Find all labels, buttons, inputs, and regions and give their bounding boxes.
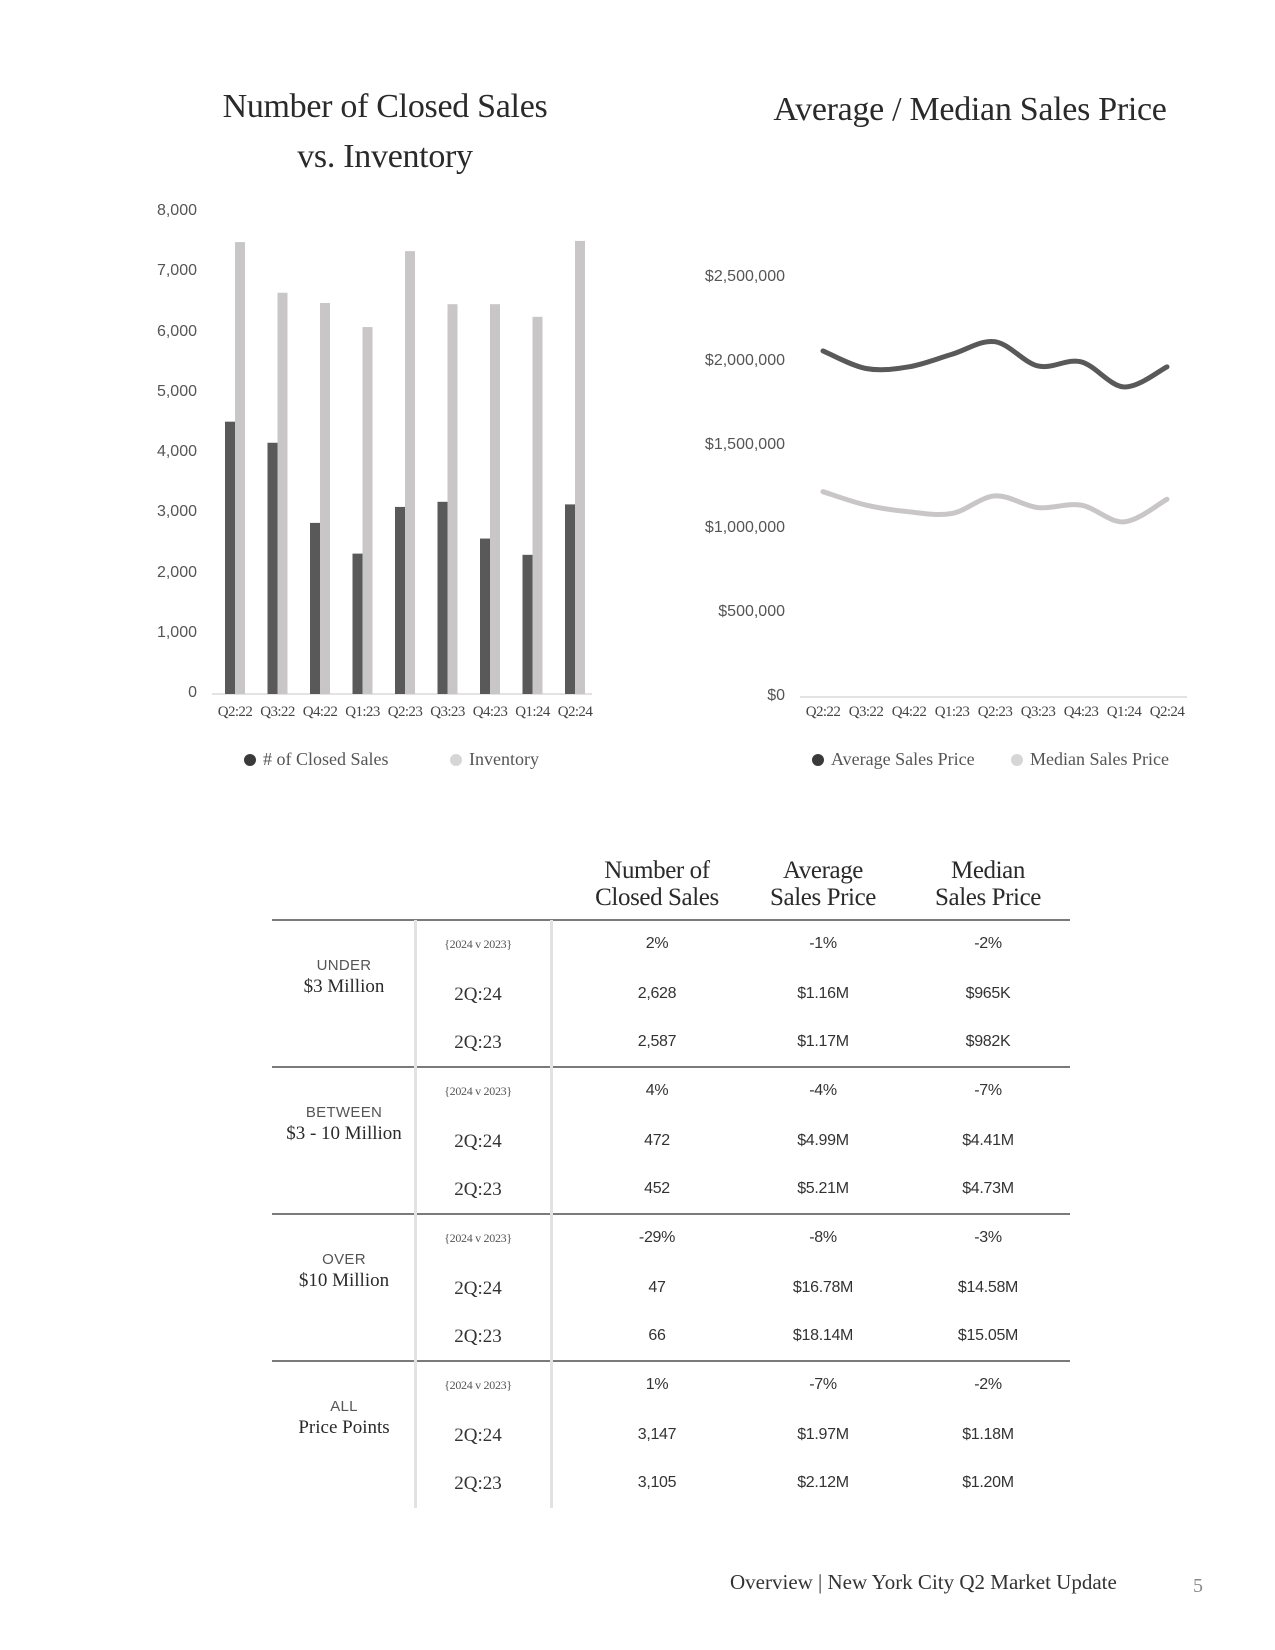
column-header-line-1: Average bbox=[782, 857, 863, 884]
segment-label-small: OVER bbox=[322, 1251, 366, 1268]
bar-chart-title-line-1: Number of Closed Sales bbox=[222, 88, 548, 125]
y-tick-label: $1,000,000 bbox=[704, 519, 785, 537]
bar-inventory bbox=[490, 304, 500, 694]
bar-closed-sales bbox=[523, 555, 533, 694]
bar-closed-sales bbox=[268, 443, 278, 694]
bar-inventory bbox=[235, 242, 245, 694]
table-cell: $15.05M bbox=[957, 1327, 1019, 1344]
table-cell: $14.58M bbox=[957, 1279, 1019, 1296]
column-header bbox=[908, 857, 1068, 911]
table-cell: 3,147 bbox=[637, 1426, 677, 1443]
section-divider bbox=[272, 919, 1070, 921]
table-cell: 2,628 bbox=[637, 985, 677, 1002]
legend-dot-light-icon bbox=[450, 754, 462, 766]
table-cell: -2% bbox=[974, 1376, 1002, 1393]
table-cell: $16.78M bbox=[792, 1279, 854, 1296]
bar-closed-sales bbox=[438, 502, 448, 694]
bar-inventory bbox=[278, 293, 288, 694]
bar-inventory bbox=[405, 251, 415, 694]
y-tick-label: 8,000 bbox=[156, 202, 197, 219]
y-tick-label: 1,000 bbox=[156, 623, 197, 641]
table-cell: $965K bbox=[965, 985, 1011, 1002]
y-tick-label: 3,000 bbox=[156, 503, 197, 521]
table-cell: 66 bbox=[648, 1327, 666, 1344]
bar-inventory bbox=[533, 317, 543, 694]
line-average-sales-price bbox=[823, 341, 1167, 387]
bar-inventory bbox=[363, 327, 373, 694]
period-label: 2Q:24 bbox=[454, 1278, 502, 1299]
segment-label-big: $3 Million bbox=[303, 976, 385, 997]
y-tick-label: $0 bbox=[767, 687, 785, 704]
table-cell: $4.99M bbox=[797, 1132, 849, 1149]
y-tick-label: 0 bbox=[188, 684, 197, 701]
period-label: 2Q:23 bbox=[454, 1326, 502, 1347]
table-cell: 47 bbox=[648, 1279, 666, 1296]
y-tick-label: 7,000 bbox=[156, 262, 197, 280]
period-label: 2Q:24 bbox=[454, 984, 502, 1005]
legend-label: Average Sales Price bbox=[831, 749, 975, 769]
period-label: 2Q:24 bbox=[454, 1425, 502, 1446]
table-cell: 3,105 bbox=[637, 1474, 677, 1491]
table-cell: -7% bbox=[809, 1376, 837, 1393]
x-tick-label: Q2:23 bbox=[977, 704, 1013, 720]
column-header-line-2: Closed Sales bbox=[595, 884, 719, 911]
period-label: 2Q:23 bbox=[454, 1179, 502, 1200]
x-tick-label: Q2:24 bbox=[557, 704, 593, 720]
x-tick-label: Q4:23 bbox=[472, 704, 508, 720]
comparison-label: {2024 v 2023} bbox=[444, 1231, 512, 1245]
table-cell: 2,587 bbox=[637, 1033, 677, 1050]
table-cell: -1% bbox=[809, 935, 837, 952]
table-cell: $5.21M bbox=[797, 1180, 849, 1197]
column-header-line-1: Median bbox=[951, 857, 1025, 884]
segment-label-small: UNDER bbox=[316, 957, 372, 974]
x-tick-label: Q3:22 bbox=[848, 704, 884, 720]
y-tick-label: $2,500,000 bbox=[704, 268, 785, 285]
x-tick-label: Q2:22 bbox=[217, 704, 253, 720]
segment-label-small: ALL bbox=[330, 1398, 358, 1415]
column-header-line-2: Sales Price bbox=[770, 884, 876, 911]
period-label: 2Q:23 bbox=[454, 1473, 502, 1494]
table-cell: -4% bbox=[809, 1082, 837, 1099]
bar-inventory bbox=[575, 241, 585, 694]
comparison-label: {2024 v 2023} bbox=[444, 1378, 512, 1392]
legend-dot-light-icon bbox=[1011, 754, 1023, 766]
segment-label-big: $10 Million bbox=[298, 1270, 390, 1291]
x-tick-label: Q3:23 bbox=[1020, 704, 1056, 720]
column-divider bbox=[414, 920, 417, 1508]
y-tick-label: $2,000,000 bbox=[704, 351, 785, 369]
legend-dot-dark-icon bbox=[244, 754, 256, 766]
bar-closed-sales bbox=[353, 554, 363, 694]
table-cell: 472 bbox=[644, 1132, 670, 1149]
legend-dot-dark-icon bbox=[812, 754, 824, 766]
x-tick-label: Q2:22 bbox=[805, 704, 841, 720]
bar-closed-sales bbox=[310, 523, 320, 694]
x-tick-label: Q1:24 bbox=[1106, 704, 1142, 720]
table-cell: $982K bbox=[965, 1033, 1011, 1050]
section-divider bbox=[272, 1213, 1070, 1215]
table-cell: $1.17M bbox=[797, 1033, 849, 1050]
comparison-label: {2024 v 2023} bbox=[444, 937, 512, 951]
x-tick-label: Q1:24 bbox=[515, 704, 550, 720]
table-cell: 1% bbox=[645, 1376, 669, 1393]
period-label: 2Q:24 bbox=[454, 1131, 502, 1152]
bar-closed-sales bbox=[395, 507, 405, 694]
table-cell: -8% bbox=[809, 1229, 837, 1246]
footer-title: Overview | New York City Q2 Market Update bbox=[730, 1570, 1117, 1594]
x-tick-label: Q3:23 bbox=[430, 704, 465, 720]
table-cell: 2% bbox=[645, 935, 669, 952]
bar-closed-sales bbox=[225, 422, 235, 694]
legend-item-average-price bbox=[812, 749, 975, 770]
table-cell: -3% bbox=[974, 1229, 1002, 1246]
y-tick-label: 2,000 bbox=[156, 563, 197, 581]
column-header bbox=[743, 857, 903, 911]
table-cell: $18.14M bbox=[792, 1327, 854, 1344]
table-cell: -2% bbox=[974, 935, 1002, 952]
y-tick-label: $500,000 bbox=[718, 603, 785, 621]
x-tick-label: Q3:22 bbox=[260, 704, 295, 720]
x-tick-label: Q2:23 bbox=[387, 704, 423, 720]
column-header bbox=[577, 857, 737, 911]
table-cell: $1.16M bbox=[797, 985, 849, 1002]
table-cell: 452 bbox=[644, 1180, 670, 1197]
bar-inventory bbox=[320, 303, 330, 694]
line-median-sales-price bbox=[823, 492, 1167, 522]
segment-label-small: BETWEEN bbox=[305, 1104, 383, 1121]
y-tick-label: $1,500,000 bbox=[704, 435, 785, 453]
column-divider bbox=[550, 920, 553, 1508]
bar-chart-title-line-2: vs. Inventory bbox=[297, 138, 473, 175]
legend-label: Median Sales Price bbox=[1030, 749, 1169, 769]
bar-inventory bbox=[448, 304, 458, 694]
column-header-line-2: Sales Price bbox=[935, 884, 1041, 911]
legend-label: # of Closed Sales bbox=[263, 749, 389, 769]
legend-item-median-price bbox=[1011, 749, 1169, 770]
page-number: 5 bbox=[1193, 1575, 1203, 1597]
legend-item-closed-sales bbox=[244, 749, 389, 770]
table-cell: -7% bbox=[974, 1082, 1002, 1099]
segment-label-big: Price Points bbox=[298, 1417, 390, 1438]
y-tick-label: 4,000 bbox=[156, 443, 197, 460]
y-tick-label: 5,000 bbox=[156, 382, 197, 400]
table-cell: -29% bbox=[638, 1229, 676, 1246]
table-cell: $2.12M bbox=[797, 1474, 849, 1491]
x-tick-label: Q1:23 bbox=[934, 704, 970, 720]
legend-item-inventory bbox=[450, 749, 539, 770]
x-tick-label: Q1:23 bbox=[345, 704, 380, 720]
table-cell: $1.20M bbox=[962, 1474, 1014, 1491]
bar-closed-sales bbox=[565, 504, 575, 694]
table-cell: $1.97M bbox=[797, 1426, 849, 1443]
y-tick-label: 6,000 bbox=[156, 322, 197, 340]
section-divider bbox=[272, 1066, 1070, 1068]
period-label: 2Q:23 bbox=[454, 1032, 502, 1053]
x-tick-label: Q4:23 bbox=[1063, 704, 1099, 720]
table-cell: 4% bbox=[645, 1082, 669, 1099]
x-tick-label: Q4:22 bbox=[891, 704, 927, 720]
table-cell: $1.18M bbox=[962, 1426, 1014, 1443]
column-header-line-1: Number of bbox=[604, 857, 710, 884]
table-cell: $4.73M bbox=[962, 1180, 1014, 1197]
table-cell: $4.41M bbox=[962, 1132, 1014, 1149]
bar-closed-sales bbox=[480, 539, 490, 694]
section-divider bbox=[272, 1360, 1070, 1362]
legend-label: Inventory bbox=[469, 749, 539, 769]
segment-label-big: $3 - 10 Million bbox=[286, 1123, 402, 1144]
x-tick-label: Q2:24 bbox=[1149, 704, 1185, 720]
x-tick-label: Q4:22 bbox=[302, 704, 338, 720]
comparison-label: {2024 v 2023} bbox=[444, 1084, 512, 1098]
line-chart-title: Average / Median Sales Price bbox=[773, 91, 1167, 128]
